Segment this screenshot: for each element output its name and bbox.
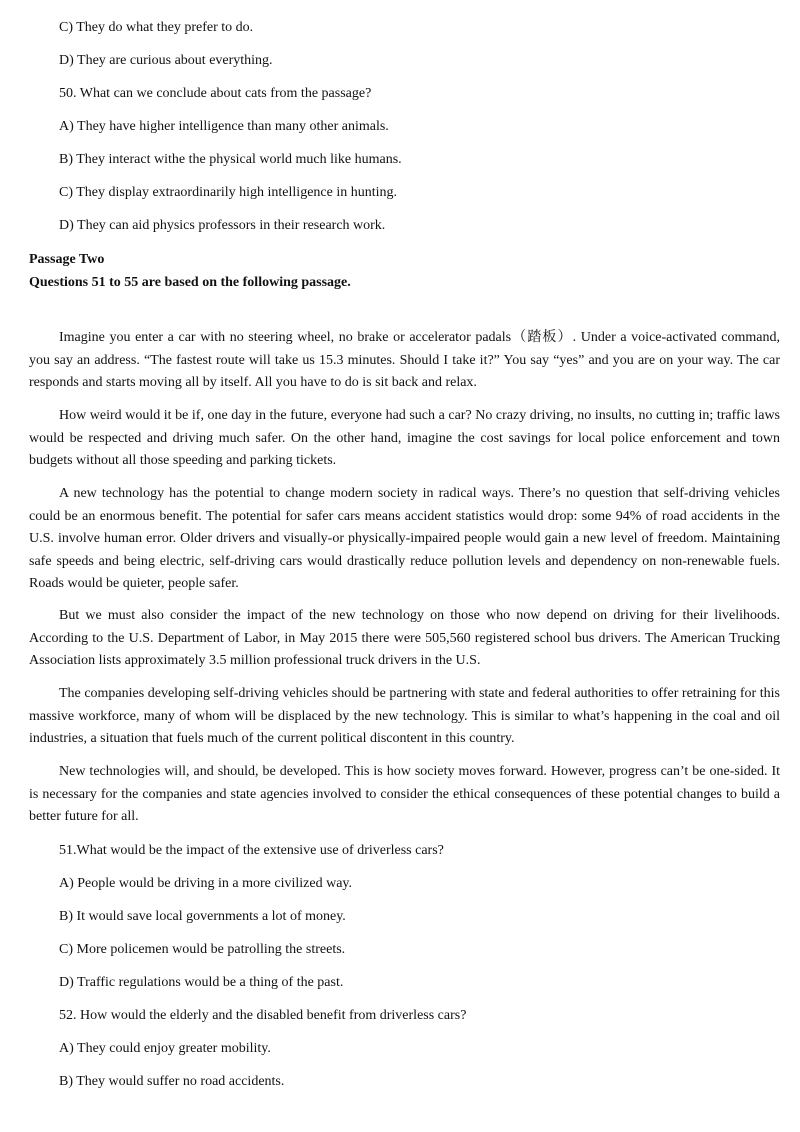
q51-option-c: C) More policemen would be patrolling the streets. xyxy=(59,942,346,957)
q49-option-d: D) They are curious about everything. xyxy=(59,53,273,68)
q51-option-b: B) It would save local governments a lot of money. xyxy=(59,909,346,924)
passage-paragraph-1: Imagine you enter a car with no steering wheel, no brake or accelerator padals（踏板）. Under a voice-activated command, you say an address. “The fastest route will take us 15.3 minutes. Should I take it?” You say “yes” and you are on your way. The car responds and starts moving all by itself. All you have to do is sit back and relax. xyxy=(29,330,780,390)
q50-option-d: D) They can aid physics professors in their research work. xyxy=(59,218,386,233)
q52-question: 52. How would the elderly and the disabled benefit from driverless cars? xyxy=(59,1008,467,1023)
passage-paragraph-2: How weird would it be if, one day in the future, everyone had such a car? No crazy driving, no insults, no cutting in; traffic laws would be respected and driving much safer. On the other hand, imagine the cost savings for local police enforcement and town budgets without all those speeding and parking tickets. xyxy=(29,408,780,468)
passage-paragraph-6: New technologies will, and should, be developed. This is how society moves forward. However, progress can’t be one-sided. It is necessary for the companies and state agencies involved to consider the ethical consequences of these potential changes to build a better future for all. xyxy=(29,764,780,824)
q52-option-b: B) They would suffer no road accidents. xyxy=(59,1074,285,1089)
passage-paragraph-3: A new technology has the potential to change modern society in radical ways. There’s no question that self-driving vehicles could be an enormous benefit. The potential for safer cars means accident statistics would drop: some 94% of road accidents in the U.S. involve human error. Older drivers and visually-or physically-impaired people would gain a new level of freedom. Maintaining safe speeds and being electric, self-driving cars would drastically reduce pollution levels and dependency on non-renewable fuels. Roads would be quieter, people safer. xyxy=(29,486,780,591)
passage-title: Passage Two xyxy=(29,252,105,267)
q50-option-b: B) They interact withe the physical world much like humans. xyxy=(59,152,402,167)
q51-question: 51.What would be the impact of the extensive use of driverless cars? xyxy=(59,843,444,858)
q49-option-c: C) They do what they prefer to do. xyxy=(59,20,254,35)
q52-option-a: A) They could enjoy greater mobility. xyxy=(59,1041,271,1056)
q50-option-c: C) They display extraordinarily high intelligence in hunting. xyxy=(59,185,398,200)
q51-option-a: A) People would be driving in a more civilized way. xyxy=(59,876,353,891)
q50-option-a: A) They have higher intelligence than many other animals. xyxy=(59,119,389,134)
passage-instruction: Questions 51 to 55 are based on the following passage. xyxy=(29,275,351,290)
q50-question: 50. What can we conclude about cats from the passage? xyxy=(59,86,372,101)
passage-paragraph-4: But we must also consider the impact of the new technology on those who now depend on driving for their livelihoods. According to the U.S. Department of Labor, in May 2015 there were 505,560 registered school bus drivers. The American Trucking Association lists approximately 3.5 million professional truck drivers in the U.S. xyxy=(29,608,780,668)
passage-paragraph-5: The companies developing self-driving vehicles should be partnering with state and federal authorities to offer retraining for this massive workforce, many of whom will be displaced by the new technology. This is similar to what’s happening in the coal and oil industries, a situation that fuels much of the current political discontent in this country. xyxy=(29,686,780,746)
q51-option-d: D) Traffic regulations would be a thing of the past. xyxy=(59,975,344,990)
